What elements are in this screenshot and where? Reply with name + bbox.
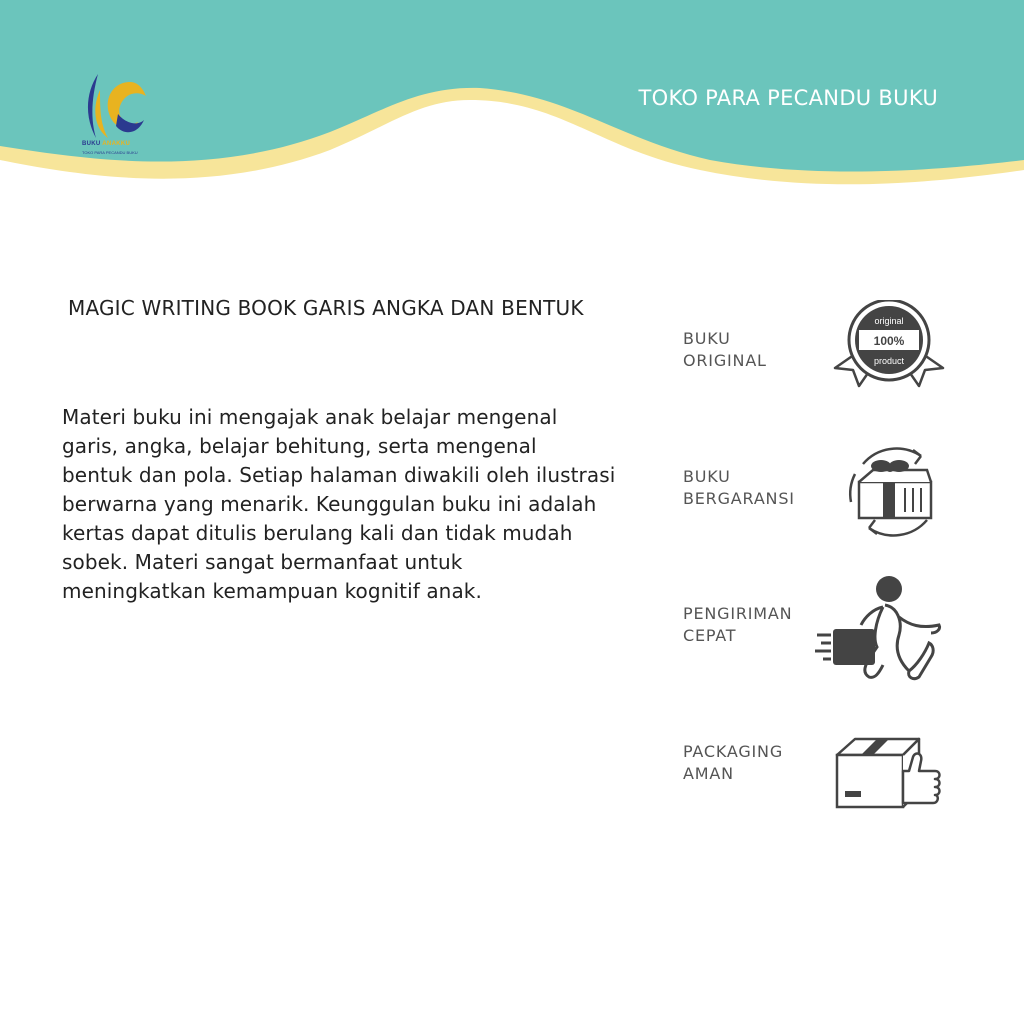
feature-safe-packaging: [683, 741, 1003, 851]
product-title: MAGIC WRITING BOOK GARIS ANGKA DAN BENTUK: [68, 296, 584, 320]
logo-name-part1: BUKU: [82, 141, 101, 147]
gift-box-cycle-icon: [843, 442, 947, 542]
buku-logo-icon: [78, 70, 158, 162]
feature-label: PENGIRIMAN CEPAT: [683, 604, 793, 645]
feature-label: BUKU ORIGINAL: [683, 329, 767, 370]
logo-tagline: TOKO PARA PECANDU BUKU: [82, 150, 138, 155]
description-line: meningkatkan kemampuan kognitif anak.: [62, 579, 482, 603]
feature-warranty: [683, 466, 1003, 576]
logo-name-part2: ANAKKU: [102, 141, 131, 147]
original-badge-icon: [831, 300, 947, 412]
product-description: [62, 403, 662, 606]
description-line: sobek. Materi sangat bermanfaat untuk: [62, 550, 463, 574]
description-line: kertas dapat ditulis berulang kali dan tidak mudah: [62, 521, 573, 545]
box-thumbs-up-icon: [833, 735, 945, 811]
description-line: berwarna yang menarik. Keunggulan buku ini adalah: [62, 492, 597, 516]
feature-label: BUKU BERGARANSI: [683, 467, 795, 508]
description-line: Materi buku ini mengajak anak belajar mengenal: [62, 405, 558, 429]
badge-bottom-text: product: [873, 356, 905, 366]
feature-label: PACKAGING AMAN: [683, 742, 784, 783]
badge-top-text: original: [874, 316, 904, 326]
feature-fast-delivery: [683, 603, 1003, 713]
description-line: bentuk dan pola. Setiap halaman diwakili oleh ilustrasi: [62, 463, 616, 487]
description-line: garis, angka, belajar behitung, serta mengenal: [62, 434, 537, 458]
store-name: TOKO PARA PECANDU BUKU: [638, 86, 938, 110]
courier-running-icon: [813, 573, 949, 691]
logo-brand-name: [82, 141, 130, 147]
badge-percent-text: 100%: [873, 334, 905, 348]
feature-original: [683, 316, 1003, 438]
